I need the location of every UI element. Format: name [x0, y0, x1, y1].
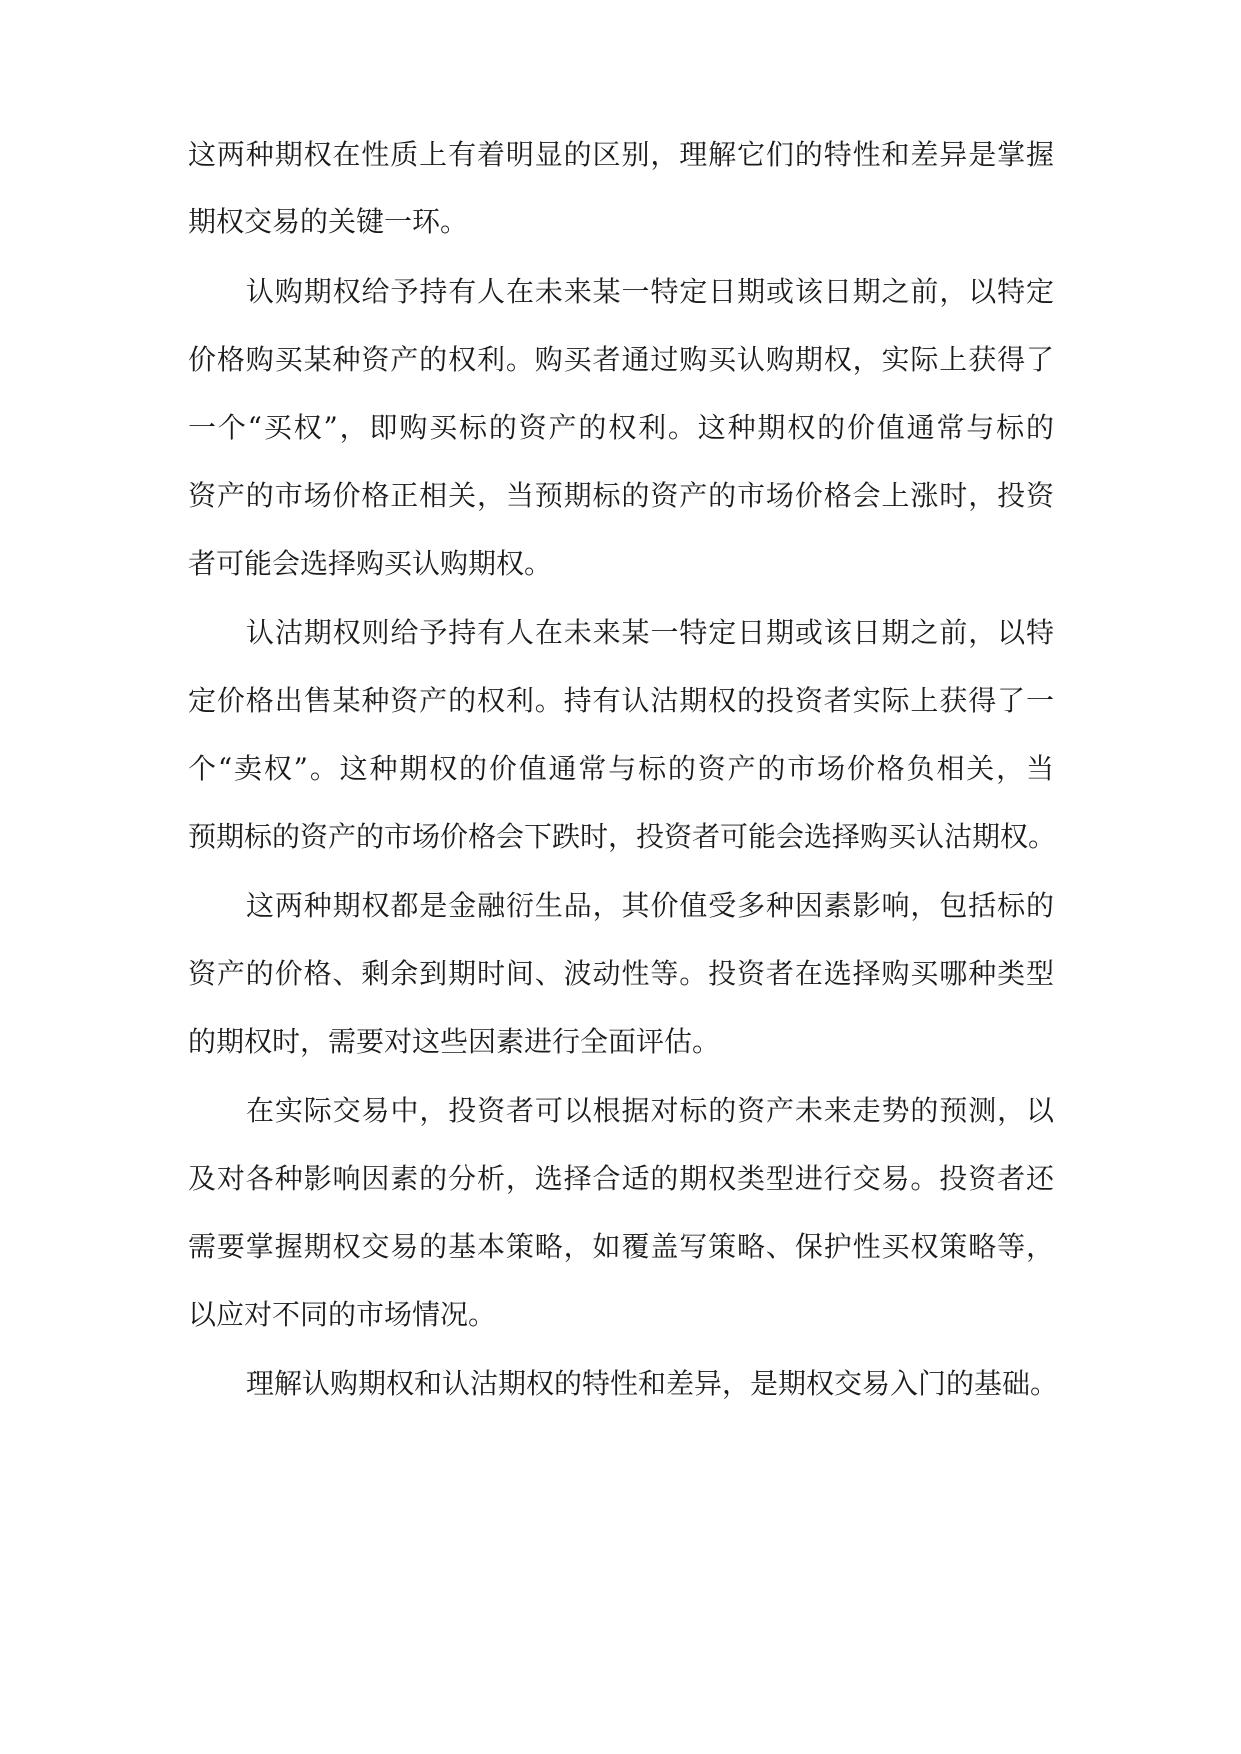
- text-line: 理解认购期权和认沽期权的特性和差异，是期权交易入门的基础。: [246, 1367, 1059, 1400]
- text-line: 及对各种影响因素的分析，选择合适的期权类型进行交易。投资者还: [188, 1162, 1054, 1195]
- text-line: 的期权时，需要对这些因素进行全面评估。: [188, 1025, 721, 1058]
- text-line: 价格购买某种资产的权利。购买者通过购买认购期权，实际上获得了: [188, 343, 1054, 376]
- text-line: 期权交易的关键一环。: [188, 205, 469, 238]
- text-line: 预期标的资产的市场价格会下跌时，投资者可能会选择购买认沽期权。: [188, 820, 1057, 853]
- text-line: 在实际交易中，投资者可以根据对标的资产未来走势的预测，以: [246, 1094, 1054, 1127]
- text-line: 一个“买权”，即购买标的资产的权利。这种期权的价值通常与标的: [188, 411, 1054, 444]
- text-line: 以应对不同的市场情况。: [188, 1298, 497, 1331]
- text-line: 认沽期权则给予持有人在未来某一特定日期或该日期之前，以特: [246, 616, 1054, 649]
- text-line: 定价格出售某种资产的权利。持有认沽期权的投资者实际上获得了一: [188, 684, 1054, 717]
- text-line: 者可能会选择购买认购期权。: [188, 547, 553, 580]
- text-line: 认购期权给予持有人在未来某一特定日期或该日期之前，以特定: [246, 275, 1054, 308]
- text-line: 资产的市场价格正相关，当预期标的资产的市场价格会上涨时，投资: [188, 479, 1054, 512]
- text-line: 这两种期权都是金融衍生品，其价值受多种因素影响，包括标的: [246, 889, 1054, 922]
- text-line: 个“卖权”。这种期权的价值通常与标的资产的市场价格负相关，当: [188, 752, 1054, 785]
- text-line: 资产的价格、剩余到期时间、波动性等。投资者在选择购买哪种类型: [188, 957, 1054, 990]
- text-line: 需要掌握期权交易的基本策略，如覆盖写策略、保护性买权策略等，: [188, 1230, 1054, 1263]
- text-line: 这两种期权在性质上有着明显的区别，理解它们的特性和差异是掌握: [188, 138, 1054, 171]
